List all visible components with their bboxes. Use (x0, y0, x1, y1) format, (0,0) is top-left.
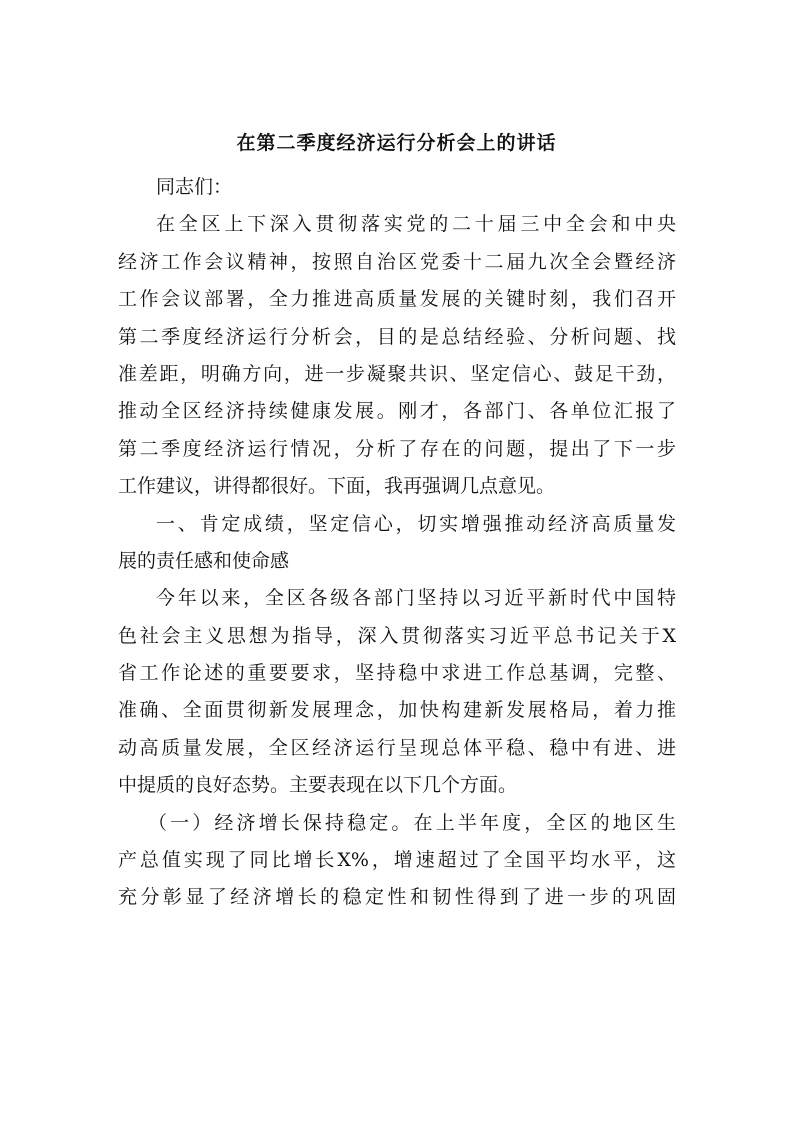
paragraph-line: 准确、全面贯彻新发展理念，加快构建新发展格局，着力推 (118, 699, 676, 722)
subsection-line: （一）经济增长保持稳定。在上半年度，全区的地区生 (148, 811, 676, 834)
paragraph-line: 中提质的良好态势。主要表现在以下几个方面。 (118, 774, 518, 797)
document-body (118, 169, 676, 917)
paragraph-line: 色社会主义思想为指导，深入贯彻落实习近平总书记关于X (118, 624, 676, 647)
salutation-line: 同志们： (156, 176, 233, 198)
paragraph-line: 充分彰显了经济增长的稳定性和韧性得到了进一步的巩固 (118, 886, 676, 909)
paragraph-line: 工作会议部署，全力推进高质量发展的关键时刻，我们召开 (118, 288, 676, 311)
section-heading-line: 展的责任感和使命感 (118, 549, 290, 572)
paragraph-line: 工作建议，讲得都很好。下面，我再强调几点意见。 (118, 475, 556, 498)
paragraph-line: 省工作论述的重要要求，坚持稳中求进工作总基调，完整、 (118, 662, 676, 685)
paragraph-line: 经济工作会议精神，按照自治区党委十二届九次全会暨经济 (118, 250, 676, 273)
document-title: 在第二季度经济运行分析会上的讲话 (236, 132, 557, 154)
paragraph-line: 准差距，明确方向，进一步凝聚共识、坚定信心、鼓足干劲， (118, 362, 676, 385)
paragraph-line: 第二季度经济运行分析会，目的是总结经验、分析问题、找 (118, 325, 676, 348)
paragraph-line: 第二季度经济运行情况，分析了存在的问题，提出了下一步 (118, 437, 676, 460)
paragraph-line: 在全区上下深入贯彻落实党的二十届三中全会和中央 (156, 213, 676, 236)
paragraph-line: 产总值实现了同比增长X%，增速超过了全国平均水平，这 (118, 849, 676, 872)
section-heading-line: 一、肯定成绩，坚定信心，切实增强推动经济高质量发 (156, 512, 676, 535)
paragraph-line: 推动全区经济持续健康发展。刚才，各部门、各单位汇报了 (118, 400, 676, 423)
paragraph-line: 动高质量发展，全区经济运行呈现总体平稳、稳中有进、进 (118, 736, 676, 759)
paragraph-line: 今年以来，全区各级各部门坚持以习近平新时代中国特 (156, 587, 676, 610)
